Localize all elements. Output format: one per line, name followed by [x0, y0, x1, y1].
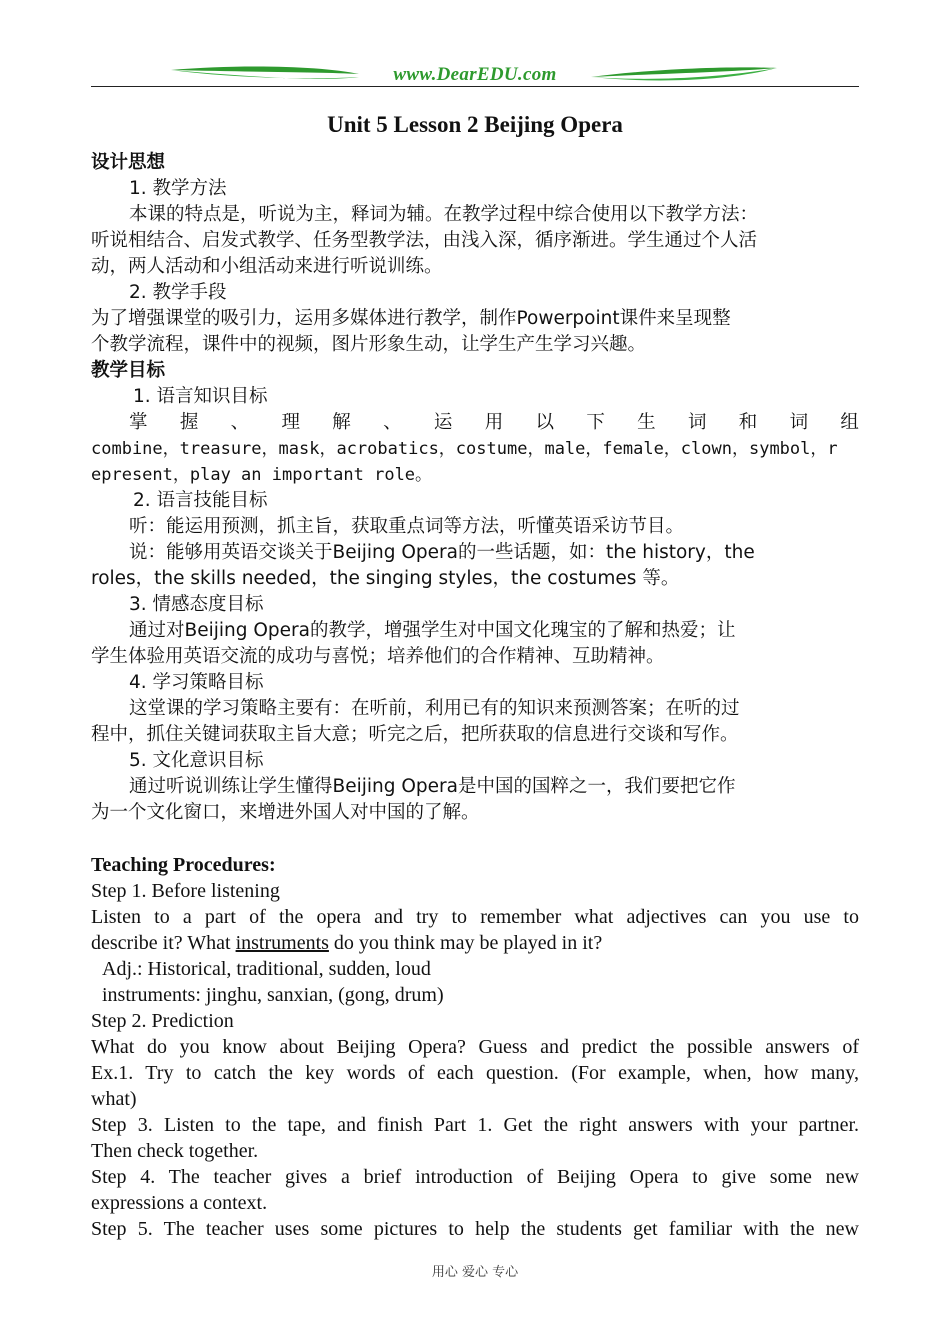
subheading-language-knowledge: 1. 语言知识目标 — [133, 386, 268, 407]
section-heading-procedures: Teaching Procedures: — [91, 854, 276, 876]
list-item-adj: Adj.: Historical, traditional, sudden, loud — [102, 958, 431, 980]
paragraph-line: 通过对Beijing Opera的教学，增强学生对中国文化瑰宝的了解和热爱；让 — [129, 620, 736, 641]
subheading-strategy: 4. 学习策略目标 — [129, 672, 264, 693]
paragraph-line: Step 4. The teacher gives a brief introduction of Beijing Opera to give some new — [91, 1166, 859, 1188]
spread-char: 词 — [789, 412, 809, 433]
paragraph-line: 为了增强课堂的吸引力，运用多媒体进行教学，制作Powerpoint课件来呈现整 — [91, 308, 731, 329]
site-logo-text: www.DearEDU.com — [393, 64, 557, 85]
spread-char: 、 — [383, 412, 402, 433]
paragraph-line: 听说相结合、启发式教学、任务型教学法，由浅入深，循序渐进。学生通过个人活 — [91, 230, 758, 251]
paragraph-line: Ex.1. Try to catch the key words of each question. (For example, when, how many, — [91, 1062, 859, 1084]
subheading-means: 2. 教学手段 — [129, 282, 227, 303]
spread-char: 握 — [179, 412, 199, 433]
spread-char: 词 — [687, 412, 707, 433]
paragraph-line: combine，treasure，mask，acrobatics，costume，male，female，clown，symbol，r — [91, 439, 838, 459]
spread-char: 用 — [484, 412, 504, 433]
paragraph-line: 为一个文化窗口，来增进外国人对中国的了解。 — [91, 802, 480, 823]
blank-line — [91, 826, 859, 852]
paragraph-line: Listen to a part of the opera and try to remember what adjectives can you use to — [91, 906, 859, 928]
spread-char: 下 — [586, 412, 605, 433]
paragraph-line: expressions a context. — [91, 1192, 268, 1214]
subheading-culture: 5. 文化意识目标 — [129, 750, 264, 771]
page-footer: 用心 爱心 专心 — [431, 1265, 519, 1280]
paragraph-line: 个教学流程，课件中的视频，图片形象生动，让学生产生学习兴趣。 — [91, 334, 647, 355]
step-heading: Step 2. Prediction — [91, 1010, 234, 1032]
spread-char: 解 — [332, 412, 351, 433]
section-heading-goals: 教学目标 — [91, 360, 166, 381]
section-heading-design: 设计思想 — [91, 152, 166, 173]
step-heading: Step 1. Before listening — [91, 880, 280, 902]
paragraph-line: Step 3. Listen to the tape, and finish Part 1. Get the right answers with your partner. — [91, 1114, 859, 1136]
paragraph-line: 这堂课的学习策略主要有：在听前，利用已有的知识来预测答案；在听的过 — [129, 698, 740, 719]
paragraph-line: what) — [91, 1088, 137, 1110]
subheading-method: 1. 教学方法 — [129, 178, 227, 199]
paragraph-line: epresent，play an important role。 — [91, 465, 433, 485]
paragraph-line: 动，两人活动和小组活动来进行听说训练。 — [91, 256, 443, 277]
paragraph-line: 通过听说训练让学生懂得Beijing Opera是中国的国粹之一，我们要把它作 — [129, 776, 736, 797]
spread-char: 组 — [840, 412, 859, 433]
text-run: describe it? What — [91, 932, 236, 954]
underlined-word: instruments — [235, 932, 329, 954]
paragraph-line: Step 5. The teacher uses some pictures to help the students get familiar with the new — [91, 1218, 859, 1240]
paragraph-line: 听：能运用预测，抓主旨，获取重点词等方法，听懂英语采访节目。 — [129, 516, 685, 537]
document-body — [91, 150, 859, 1242]
spread-char: 、 — [230, 412, 250, 433]
paragraph-line — [91, 930, 859, 956]
paragraph-line: 学生体验用英语交流的成功与喜悦；培养他们的合作精神、互助精神。 — [91, 646, 665, 667]
spread-char: 运 — [433, 412, 453, 433]
subheading-language-skills: 2. 语言技能目标 — [133, 490, 268, 511]
text-run: do you think may be played in it? — [328, 932, 603, 954]
spread-char: 理 — [281, 412, 300, 433]
spread-char: 生 — [637, 412, 656, 433]
list-item-instruments: instruments: jinghu, sanxian, (gong, drum) — [102, 984, 444, 1006]
paragraph-line: 本课的特点是，听说为主，释词为辅。在教学过程中综合使用以下教学方法： — [129, 204, 759, 225]
subheading-affect: 3. 情感态度目标 — [129, 594, 264, 615]
paragraph-line: What do you know about Beijing Opera? Guess and predict the possible answers of — [91, 1036, 859, 1058]
paragraph-line: 程中，抓住关键词获取主旨大意；听完之后，把所获取的信息进行交谈和写作。 — [91, 724, 739, 745]
spread-char: 以 — [535, 412, 555, 433]
spread-char: 掌 — [129, 412, 148, 433]
header-banner — [91, 60, 859, 90]
paragraph-line: roles，the skills needed，the singing styles，the costumes 等。 — [91, 568, 680, 589]
paragraph-line: Then check together. — [91, 1140, 259, 1162]
spread-char: 和 — [738, 412, 758, 433]
paragraph-line: 说：能够用英语交谈关于Beijing Opera的一些话题，如：the history，the — [129, 542, 755, 563]
page-title: Unit 5 Lesson 2 Beijing Opera — [327, 112, 623, 137]
spread-line — [91, 410, 859, 436]
header-rule — [91, 86, 859, 87]
